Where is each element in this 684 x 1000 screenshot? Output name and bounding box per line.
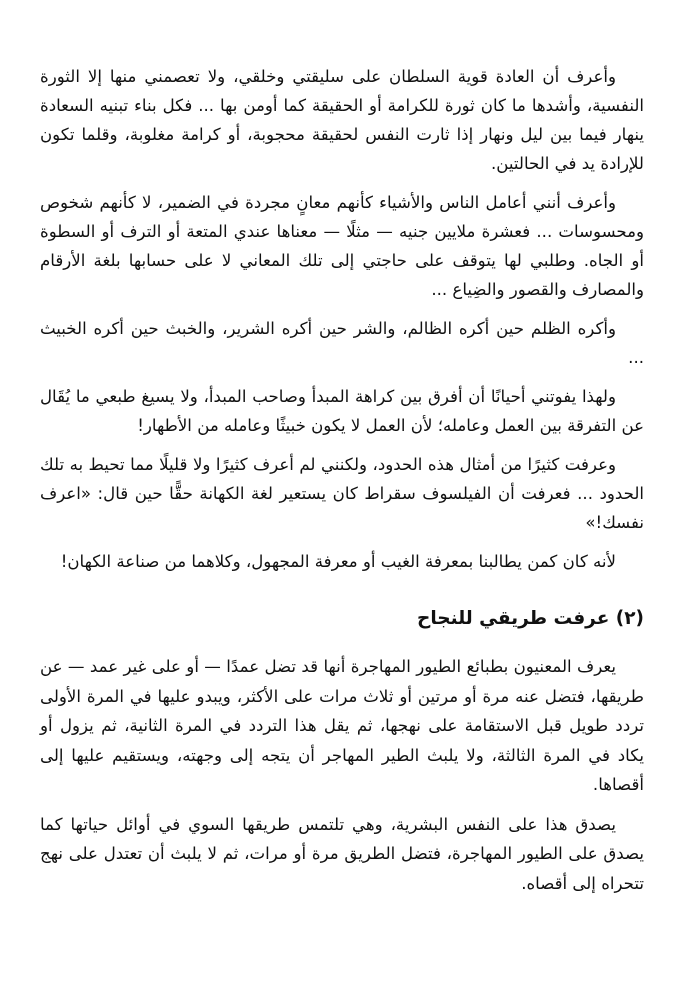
paragraph-soothsayers: لأنه كان كمن يطالبنا بمعرفة الغيب أو معرفة المجهول، وكلاهما من صناعة الكهان! [60, 552, 616, 571]
paragraph-abstract-meanings: وأعرف أنني أعامل الناس والأشياء كأنهم معانٍ مجردة في الضمير، لا كأنهم شخوص ومحسوسات ... فعشرة ملايين جنيه — مثلًا — معناها عندي المتعة أو الترف أو السطوة أو الجاه. وطلبي لها يتوقف على حاجتي إلى تلك المعاني لا على حسابها بلغة الأرقام والمصارف والقصور والضِياع ... [40, 193, 644, 299]
paragraph-habit: وأعرف أن العادة قوية السلطان على سليقتي وخلقي، ولا تعصمني منها إلا الثورة النفسية، وأشدها ما كان ثورة للكرامة أو الحقيقة كما أومن بها ... فكل بناء تبنيه السعادة ينهار فيما بين ليل ونهار إذا ثارت النفس لحقيقة محجوبة، أو كرامة مغلوبة، وقلما تكون للإرادة يد في الحالتين. [40, 67, 644, 173]
paragraph-hate-injustice: وأكره الظلم حين أكره الظالم، والشر حين أكره الشرير، والخبث حين أكره الخبيث ... [40, 319, 644, 367]
paragraph-human-soul: يصدق هذا على النفس البشرية، وهي تلتمس طريقها السوي في أوائل حياتها كما يصدق على الطيور المهاجرة، فتضل الطريق مرة أو مرات، ثم لا يلبث أن تعتدل على نهج تتحراه إلى أقصاه. [40, 814, 644, 893]
section-heading: (٢) عرفت طريقي للنجاح [417, 608, 644, 629]
paragraph-migratory-birds: يعرف المعنيون بطبائع الطيور المهاجرة أنها قد تضل عمدًا — أو على غير عمد — عن طريقها، فتضل عنه مرة أو مرتين أو ثلاث مرات على الأكثر، ويبدو عليها في المرة الأولى تردد طويل قبل الاستقامة على نهجها، ثم يقل هذا التردد في المرة الثانية، ثم يزول أو يكاد في المرة الثالثة، ولا يلبث الطير المهاجر أن يتجه إلى وجهته، ويستقيم عليها إلى أقصاها. [40, 657, 644, 794]
section-body [40, 652, 644, 898]
paragraph-principle: ولهذا يفوتني أحيانًا أن أفرق بين كراهة المبدأ وصاحب المبدأ، ولا يسيغ طبعي ما يُقَال عن التفرقة بين العمل وعامله؛ لأن العمل لا يكون خبيثًا وعامله من الأطهار! [40, 387, 644, 435]
paragraph-socrates: وعرفت كثيرًا من أمثال هذه الحدود، ولكنني لم أعرف كثيرًا ولا قليلًا مما تحيط به تلك الحدود ... فعرفت أن الفيلسوف سقراط كان يستعير لغة الكهانة حقًّا حين قال: «اعرف نفسك!» [40, 455, 644, 532]
